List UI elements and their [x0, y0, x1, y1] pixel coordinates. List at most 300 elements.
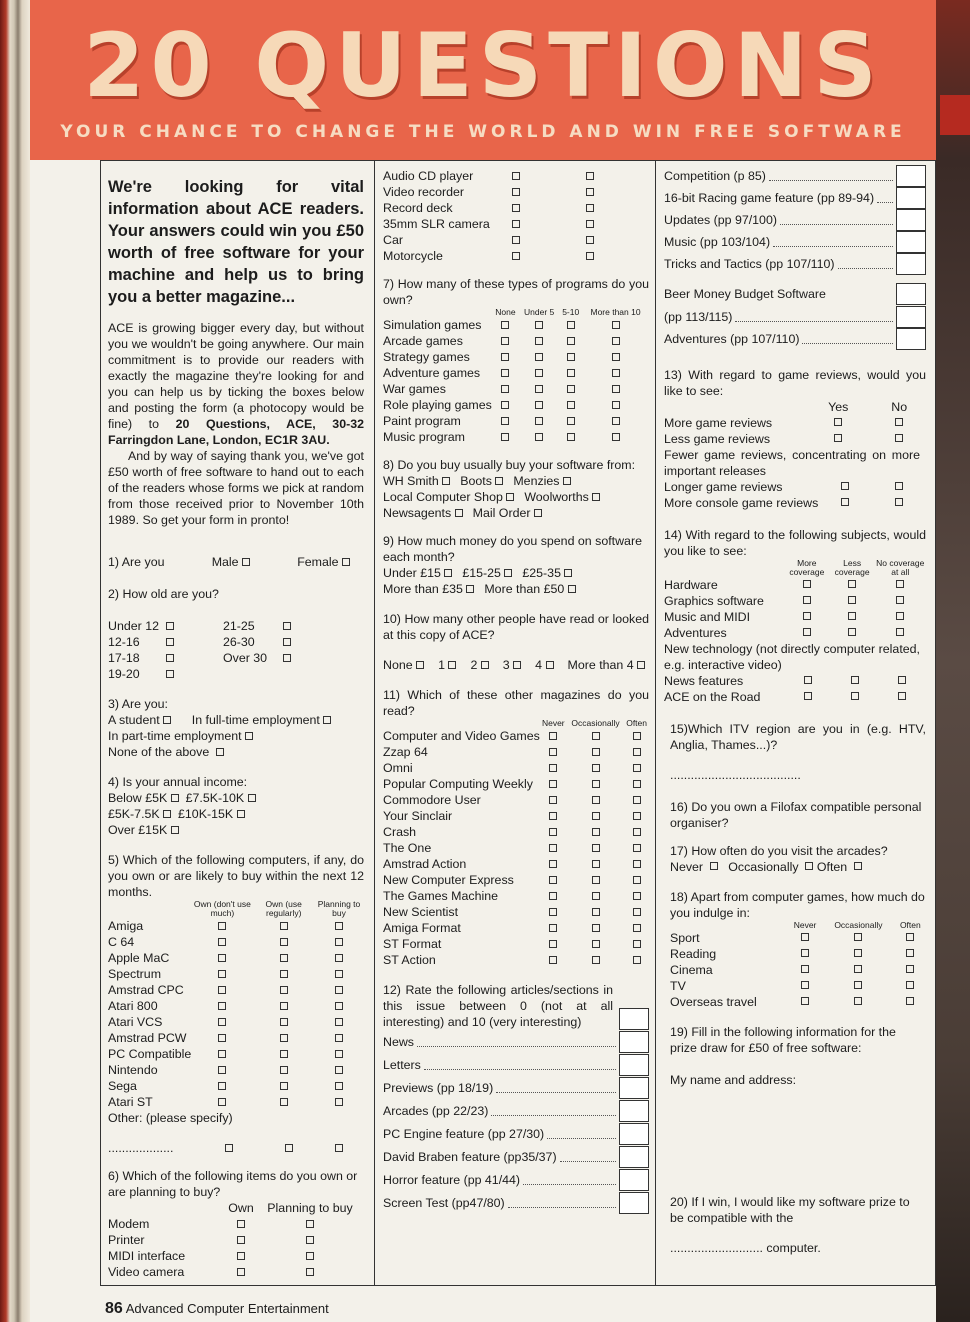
- checkbox[interactable]: [563, 477, 571, 485]
- checkbox[interactable]: [501, 385, 509, 393]
- checkbox[interactable]: [512, 188, 520, 196]
- checkbox[interactable]: [163, 810, 171, 818]
- checkbox[interactable]: [895, 482, 903, 490]
- checkbox-cell: [788, 994, 822, 1010]
- q11-row: [383, 776, 649, 792]
- checkbox-cell: [872, 495, 926, 511]
- checkbox[interactable]: [444, 569, 452, 577]
- checkbox[interactable]: [306, 1220, 314, 1228]
- checkbox[interactable]: [218, 1002, 226, 1010]
- checkbox[interactable]: [512, 252, 520, 260]
- checkbox-cell: [540, 936, 567, 952]
- checkbox[interactable]: [567, 337, 575, 345]
- checkbox[interactable]: [592, 876, 600, 884]
- checkbox[interactable]: [166, 638, 174, 646]
- checkbox[interactable]: [323, 716, 331, 724]
- rating-box[interactable]: [896, 306, 926, 328]
- checkbox[interactable]: [218, 938, 226, 946]
- rating-box[interactable]: [896, 187, 926, 209]
- checkbox[interactable]: [848, 580, 856, 588]
- checkbox[interactable]: [280, 970, 288, 978]
- checkbox[interactable]: [237, 1220, 245, 1228]
- checkbox[interactable]: [546, 661, 554, 669]
- checkbox[interactable]: [549, 956, 557, 964]
- checkbox[interactable]: [710, 862, 718, 870]
- checkbox[interactable]: [306, 1252, 314, 1260]
- checkbox[interactable]: [612, 401, 620, 409]
- checkbox[interactable]: [612, 353, 620, 361]
- checkbox[interactable]: [803, 628, 811, 636]
- checkbox[interactable]: [513, 661, 521, 669]
- checkbox[interactable]: [612, 385, 620, 393]
- checkbox[interactable]: [166, 670, 174, 678]
- q2-label: 2) How old are you?: [108, 587, 219, 601]
- checkbox[interactable]: [237, 1236, 245, 1244]
- q11-row-label: Crash: [383, 825, 417, 839]
- checkbox-cell: [804, 415, 872, 431]
- checkbox[interactable]: [218, 1034, 226, 1042]
- checkbox[interactable]: [501, 369, 509, 377]
- q12-item-label: Previews (pp 18/19): [383, 1080, 494, 1095]
- checkbox[interactable]: [466, 585, 474, 593]
- checkbox[interactable]: [501, 321, 509, 329]
- checkbox-cell: [519, 397, 559, 413]
- checkbox[interactable]: [549, 732, 557, 740]
- checkbox-cell: [895, 978, 926, 994]
- checkbox-cell: [788, 946, 822, 962]
- checkbox[interactable]: [803, 580, 811, 588]
- checkbox[interactable]: [171, 826, 179, 834]
- checkbox[interactable]: [906, 981, 914, 989]
- checkbox[interactable]: [803, 596, 811, 604]
- checkbox[interactable]: [248, 794, 256, 802]
- checkbox[interactable]: [592, 796, 600, 804]
- checkbox[interactable]: [801, 965, 809, 973]
- rating-box[interactable]: [896, 283, 926, 305]
- checkbox[interactable]: [166, 622, 174, 630]
- checkbox-cell: [559, 333, 582, 349]
- checkbox[interactable]: [586, 252, 594, 260]
- checkbox[interactable]: [906, 933, 914, 941]
- checkbox[interactable]: [567, 353, 575, 361]
- checkbox[interactable]: [586, 220, 594, 228]
- checkbox[interactable]: [549, 796, 557, 804]
- checkbox[interactable]: [280, 986, 288, 994]
- checkbox[interactable]: [218, 1082, 226, 1090]
- question-8: [383, 457, 649, 521]
- rating-box[interactable]: [619, 1100, 649, 1122]
- checkbox[interactable]: [592, 908, 600, 916]
- checkbox[interactable]: [549, 748, 557, 756]
- checkbox[interactable]: [567, 321, 575, 329]
- checkbox[interactable]: [280, 1034, 288, 1042]
- checkbox[interactable]: [335, 1034, 343, 1042]
- checkbox[interactable]: [335, 1002, 343, 1010]
- q16-label: 16) Do you own a Filofax compatible personal organiser?: [670, 799, 922, 830]
- checkbox[interactable]: [280, 1098, 288, 1106]
- checkbox[interactable]: [549, 764, 557, 772]
- checkbox[interactable]: [592, 860, 600, 868]
- rating-box[interactable]: [619, 1077, 649, 1099]
- checkbox[interactable]: [237, 810, 245, 818]
- checkbox[interactable]: [225, 1144, 233, 1152]
- checkbox[interactable]: [242, 558, 250, 566]
- checkbox[interactable]: [283, 622, 291, 630]
- checkbox[interactable]: [633, 796, 641, 804]
- checkbox[interactable]: [592, 828, 600, 836]
- checkbox[interactable]: [280, 1050, 288, 1058]
- q5-row: [108, 966, 364, 982]
- q11-col-header: Never: [541, 718, 565, 728]
- checkbox[interactable]: [306, 1236, 314, 1244]
- q5-row-label: Apple MaC: [108, 951, 170, 965]
- checkbox[interactable]: [854, 862, 862, 870]
- checkbox[interactable]: [612, 417, 620, 425]
- q12-item: [383, 1168, 649, 1191]
- checkbox[interactable]: [335, 1098, 343, 1106]
- checkbox[interactable]: [592, 924, 600, 932]
- checkbox[interactable]: [592, 764, 600, 772]
- rating-box[interactable]: [619, 1169, 649, 1191]
- checkbox[interactable]: [801, 981, 809, 989]
- checkbox[interactable]: [895, 418, 903, 426]
- checkbox[interactable]: [171, 794, 179, 802]
- checkbox[interactable]: [906, 997, 914, 1005]
- rating-box[interactable]: [619, 1008, 649, 1030]
- checkbox[interactable]: [567, 401, 575, 409]
- q5-col-header: Planning to buy: [317, 899, 361, 918]
- checkbox[interactable]: [898, 676, 906, 684]
- checkbox[interactable]: [245, 732, 253, 740]
- checkbox[interactable]: [218, 1098, 226, 1106]
- q11-row: [383, 952, 649, 968]
- checkbox[interactable]: [804, 676, 812, 684]
- checkbox[interactable]: [535, 369, 543, 377]
- checkbox-cell: [191, 1014, 253, 1030]
- checkbox-cell: [582, 429, 649, 445]
- checkbox[interactable]: [218, 922, 226, 930]
- intro-address: 20 Questions, ACE, 30-32 Farringdon Lane, London, EC1R 3AU.: [108, 417, 364, 447]
- checkbox[interactable]: [841, 482, 849, 490]
- q2-option-label: 12-16: [108, 635, 140, 649]
- checkbox-cell: [822, 962, 895, 978]
- checkbox[interactable]: [218, 954, 226, 962]
- checkbox[interactable]: [216, 748, 224, 756]
- checkbox[interactable]: [804, 692, 812, 700]
- checkbox[interactable]: [633, 844, 641, 852]
- checkbox[interactable]: [633, 940, 641, 948]
- checkbox[interactable]: [592, 956, 600, 964]
- question-17: [664, 843, 926, 875]
- checkbox[interactable]: [633, 780, 641, 788]
- checkbox[interactable]: [549, 828, 557, 836]
- rating-box[interactable]: [619, 1054, 649, 1076]
- checkbox[interactable]: [633, 860, 641, 868]
- checkbox[interactable]: [283, 654, 291, 662]
- checkbox[interactable]: [455, 509, 463, 517]
- checkbox[interactable]: [567, 433, 575, 441]
- checkbox[interactable]: [633, 732, 641, 740]
- checkbox[interactable]: [218, 1066, 226, 1074]
- checkbox[interactable]: [534, 509, 542, 517]
- checkbox[interactable]: [512, 204, 520, 212]
- q12-item: [664, 328, 926, 351]
- checkbox[interactable]: [592, 748, 600, 756]
- checkbox[interactable]: [501, 337, 509, 345]
- checkbox[interactable]: [848, 596, 856, 604]
- checkbox[interactable]: [512, 172, 520, 180]
- checkbox[interactable]: [854, 997, 862, 1005]
- checkbox[interactable]: [567, 369, 575, 377]
- checkbox[interactable]: [335, 1082, 343, 1090]
- checkbox[interactable]: [834, 434, 842, 442]
- checkbox[interactable]: [896, 612, 904, 620]
- checkbox[interactable]: [592, 493, 600, 501]
- question-14: [664, 527, 926, 705]
- checkbox[interactable]: [854, 949, 862, 957]
- q12-label: 12) Rate the following articles/sections in this issue between 0 (not at all interesting) and 10 (very interesting): [383, 983, 613, 1029]
- checkbox[interactable]: [306, 1268, 314, 1276]
- checkbox[interactable]: [218, 1050, 226, 1058]
- checkbox[interactable]: [535, 433, 543, 441]
- rating-box[interactable]: [619, 1123, 649, 1145]
- checkbox[interactable]: [803, 612, 811, 620]
- checkbox[interactable]: [633, 892, 641, 900]
- checkbox[interactable]: [442, 477, 450, 485]
- checkbox-cell: [831, 689, 878, 705]
- q12-item-label: Screen Test (pp47/80): [383, 1195, 505, 1210]
- checkbox[interactable]: [854, 933, 862, 941]
- checkbox[interactable]: [801, 933, 809, 941]
- rating-box[interactable]: [896, 231, 926, 253]
- q5-row: [108, 1014, 364, 1030]
- checkbox[interactable]: [848, 628, 856, 636]
- checkbox-cell: [253, 918, 314, 934]
- checkbox-cell: [567, 824, 624, 840]
- checkbox[interactable]: [854, 981, 862, 989]
- checkbox[interactable]: [841, 498, 849, 506]
- checkbox[interactable]: [805, 862, 813, 870]
- checkbox[interactable]: [592, 812, 600, 820]
- checkbox[interactable]: [535, 321, 543, 329]
- checkbox[interactable]: [633, 828, 641, 836]
- checkbox-cell: [531, 200, 649, 216]
- rating-box[interactable]: [619, 1192, 649, 1214]
- checkbox[interactable]: [592, 780, 600, 788]
- checkbox-cell: [492, 349, 519, 365]
- question-2: [108, 586, 364, 682]
- checkbox-cell: [492, 333, 519, 349]
- checkbox-cell: [624, 744, 649, 760]
- checkbox[interactable]: [633, 956, 641, 964]
- checkbox[interactable]: [335, 1018, 343, 1026]
- checkbox-cell: [191, 950, 253, 966]
- checkbox[interactable]: [335, 1050, 343, 1058]
- checkbox[interactable]: [280, 1018, 288, 1026]
- checkbox[interactable]: [564, 569, 572, 577]
- q6-row: [108, 1216, 364, 1232]
- checkbox[interactable]: [335, 938, 343, 946]
- q20-answer-line[interactable]: ...........................: [670, 1240, 763, 1255]
- next-page-edge-red: [940, 95, 970, 135]
- rating-box[interactable]: [896, 328, 926, 350]
- checkbox[interactable]: [586, 172, 594, 180]
- q6-row: [108, 1232, 364, 1248]
- q12-item-label: PC Engine feature (pp 27/30): [383, 1126, 545, 1141]
- checkbox-cell: [256, 1248, 364, 1264]
- checkbox[interactable]: [335, 1144, 343, 1152]
- checkbox[interactable]: [280, 938, 288, 946]
- checkbox[interactable]: [586, 236, 594, 244]
- checkbox-cell: [531, 248, 649, 264]
- checkbox[interactable]: [592, 940, 600, 948]
- checkbox[interactable]: [906, 965, 914, 973]
- checkbox[interactable]: [586, 188, 594, 196]
- rating-box[interactable]: [896, 165, 926, 187]
- checkbox[interactable]: [592, 844, 600, 852]
- checkbox[interactable]: [495, 477, 503, 485]
- checkbox[interactable]: [637, 661, 645, 669]
- checkbox[interactable]: [283, 638, 291, 646]
- checkbox[interactable]: [592, 732, 600, 740]
- checkbox[interactable]: [612, 433, 620, 441]
- checkbox[interactable]: [633, 908, 641, 916]
- checkbox[interactable]: [898, 692, 906, 700]
- checkbox[interactable]: [416, 661, 424, 669]
- checkbox-cell: [531, 232, 649, 248]
- checkbox[interactable]: [218, 1018, 226, 1026]
- checkbox[interactable]: [906, 949, 914, 957]
- checkbox[interactable]: [834, 418, 842, 426]
- checkbox[interactable]: [280, 1002, 288, 1010]
- checkbox[interactable]: [612, 337, 620, 345]
- checkbox[interactable]: [801, 997, 809, 1005]
- q7-row: [383, 429, 649, 445]
- checkbox[interactable]: [448, 661, 456, 669]
- q11-row: [383, 936, 649, 952]
- checkbox[interactable]: [851, 692, 859, 700]
- checkbox-cell: [567, 840, 624, 856]
- checkbox[interactable]: [237, 1252, 245, 1260]
- checkbox-cell: [492, 429, 519, 445]
- checkbox-cell: [540, 952, 567, 968]
- rating-box[interactable]: [896, 209, 926, 231]
- checkbox[interactable]: [535, 417, 543, 425]
- checkbox[interactable]: [549, 876, 557, 884]
- checkbox[interactable]: [896, 596, 904, 604]
- checkbox[interactable]: [549, 924, 557, 932]
- rating-box[interactable]: [619, 1031, 649, 1053]
- checkbox-cell: [191, 1078, 253, 1094]
- checkbox[interactable]: [612, 321, 620, 329]
- checkbox[interactable]: [501, 433, 509, 441]
- checkbox[interactable]: [633, 748, 641, 756]
- q12-item: [664, 165, 926, 187]
- question-20: [664, 1194, 926, 1256]
- rating-box[interactable]: [896, 253, 926, 275]
- checkbox[interactable]: [218, 970, 226, 978]
- checkbox[interactable]: [342, 558, 350, 566]
- checkbox[interactable]: [504, 569, 512, 577]
- checkbox[interactable]: [218, 986, 226, 994]
- checkbox[interactable]: [481, 661, 489, 669]
- checkbox[interactable]: [633, 876, 641, 884]
- q14-label: 14) With regard to the following subjects, would you like to see:: [664, 527, 926, 558]
- checkbox[interactable]: [612, 369, 620, 377]
- checkbox[interactable]: [535, 337, 543, 345]
- checkbox[interactable]: [549, 812, 557, 820]
- checkbox[interactable]: [549, 860, 557, 868]
- checkbox[interactable]: [285, 1144, 293, 1152]
- checkbox[interactable]: [166, 654, 174, 662]
- checkbox[interactable]: [335, 1066, 343, 1074]
- checkbox[interactable]: [633, 764, 641, 772]
- page-number: 86: [105, 1300, 123, 1317]
- checkbox[interactable]: [549, 940, 557, 948]
- checkbox[interactable]: [535, 385, 543, 393]
- q19-address-area[interactable]: [670, 1088, 926, 1188]
- checkbox[interactable]: [633, 812, 641, 820]
- q7-row: [383, 413, 649, 429]
- checkbox-cell: [784, 609, 830, 625]
- q4-option-label: £7.5K-10K: [185, 791, 245, 805]
- rating-box[interactable]: [619, 1146, 649, 1168]
- q13-col-header: No: [891, 399, 908, 414]
- checkbox[interactable]: [592, 892, 600, 900]
- checkbox[interactable]: [280, 922, 288, 930]
- checkbox[interactable]: [549, 844, 557, 852]
- checkbox[interactable]: [335, 970, 343, 978]
- checkbox[interactable]: [896, 628, 904, 636]
- checkbox[interactable]: [586, 204, 594, 212]
- checkbox[interactable]: [851, 676, 859, 684]
- checkbox[interactable]: [549, 780, 557, 788]
- q9-option-label: £25-35: [522, 566, 561, 580]
- checkbox[interactable]: [549, 892, 557, 900]
- checkbox[interactable]: [854, 965, 862, 973]
- q18-row-label: TV: [670, 978, 686, 993]
- checkbox[interactable]: [568, 585, 576, 593]
- checkbox[interactable]: [280, 1066, 288, 1074]
- checkbox[interactable]: [237, 1268, 245, 1276]
- checkbox[interactable]: [506, 493, 514, 501]
- checkbox[interactable]: [335, 922, 343, 930]
- checkbox[interactable]: [335, 954, 343, 962]
- checkbox[interactable]: [895, 434, 903, 442]
- q15-answer-line[interactable]: ......................................: [670, 767, 801, 782]
- checkbox[interactable]: [549, 908, 557, 916]
- checkbox[interactable]: [848, 612, 856, 620]
- checkbox[interactable]: [280, 954, 288, 962]
- checkbox[interactable]: [567, 417, 575, 425]
- checkbox[interactable]: [335, 986, 343, 994]
- checkbox[interactable]: [895, 498, 903, 506]
- checkbox[interactable]: [512, 220, 520, 228]
- checkbox[interactable]: [896, 580, 904, 588]
- checkbox[interactable]: [501, 401, 509, 409]
- checkbox[interactable]: [535, 401, 543, 409]
- checkbox[interactable]: [501, 353, 509, 361]
- checkbox-cell: [501, 216, 531, 232]
- checkbox[interactable]: [633, 924, 641, 932]
- checkbox[interactable]: [535, 353, 543, 361]
- checkbox[interactable]: [567, 385, 575, 393]
- checkbox[interactable]: [501, 417, 509, 425]
- checkbox[interactable]: [280, 1082, 288, 1090]
- checkbox[interactable]: [163, 716, 171, 724]
- checkbox[interactable]: [512, 236, 520, 244]
- checkbox[interactable]: [801, 949, 809, 957]
